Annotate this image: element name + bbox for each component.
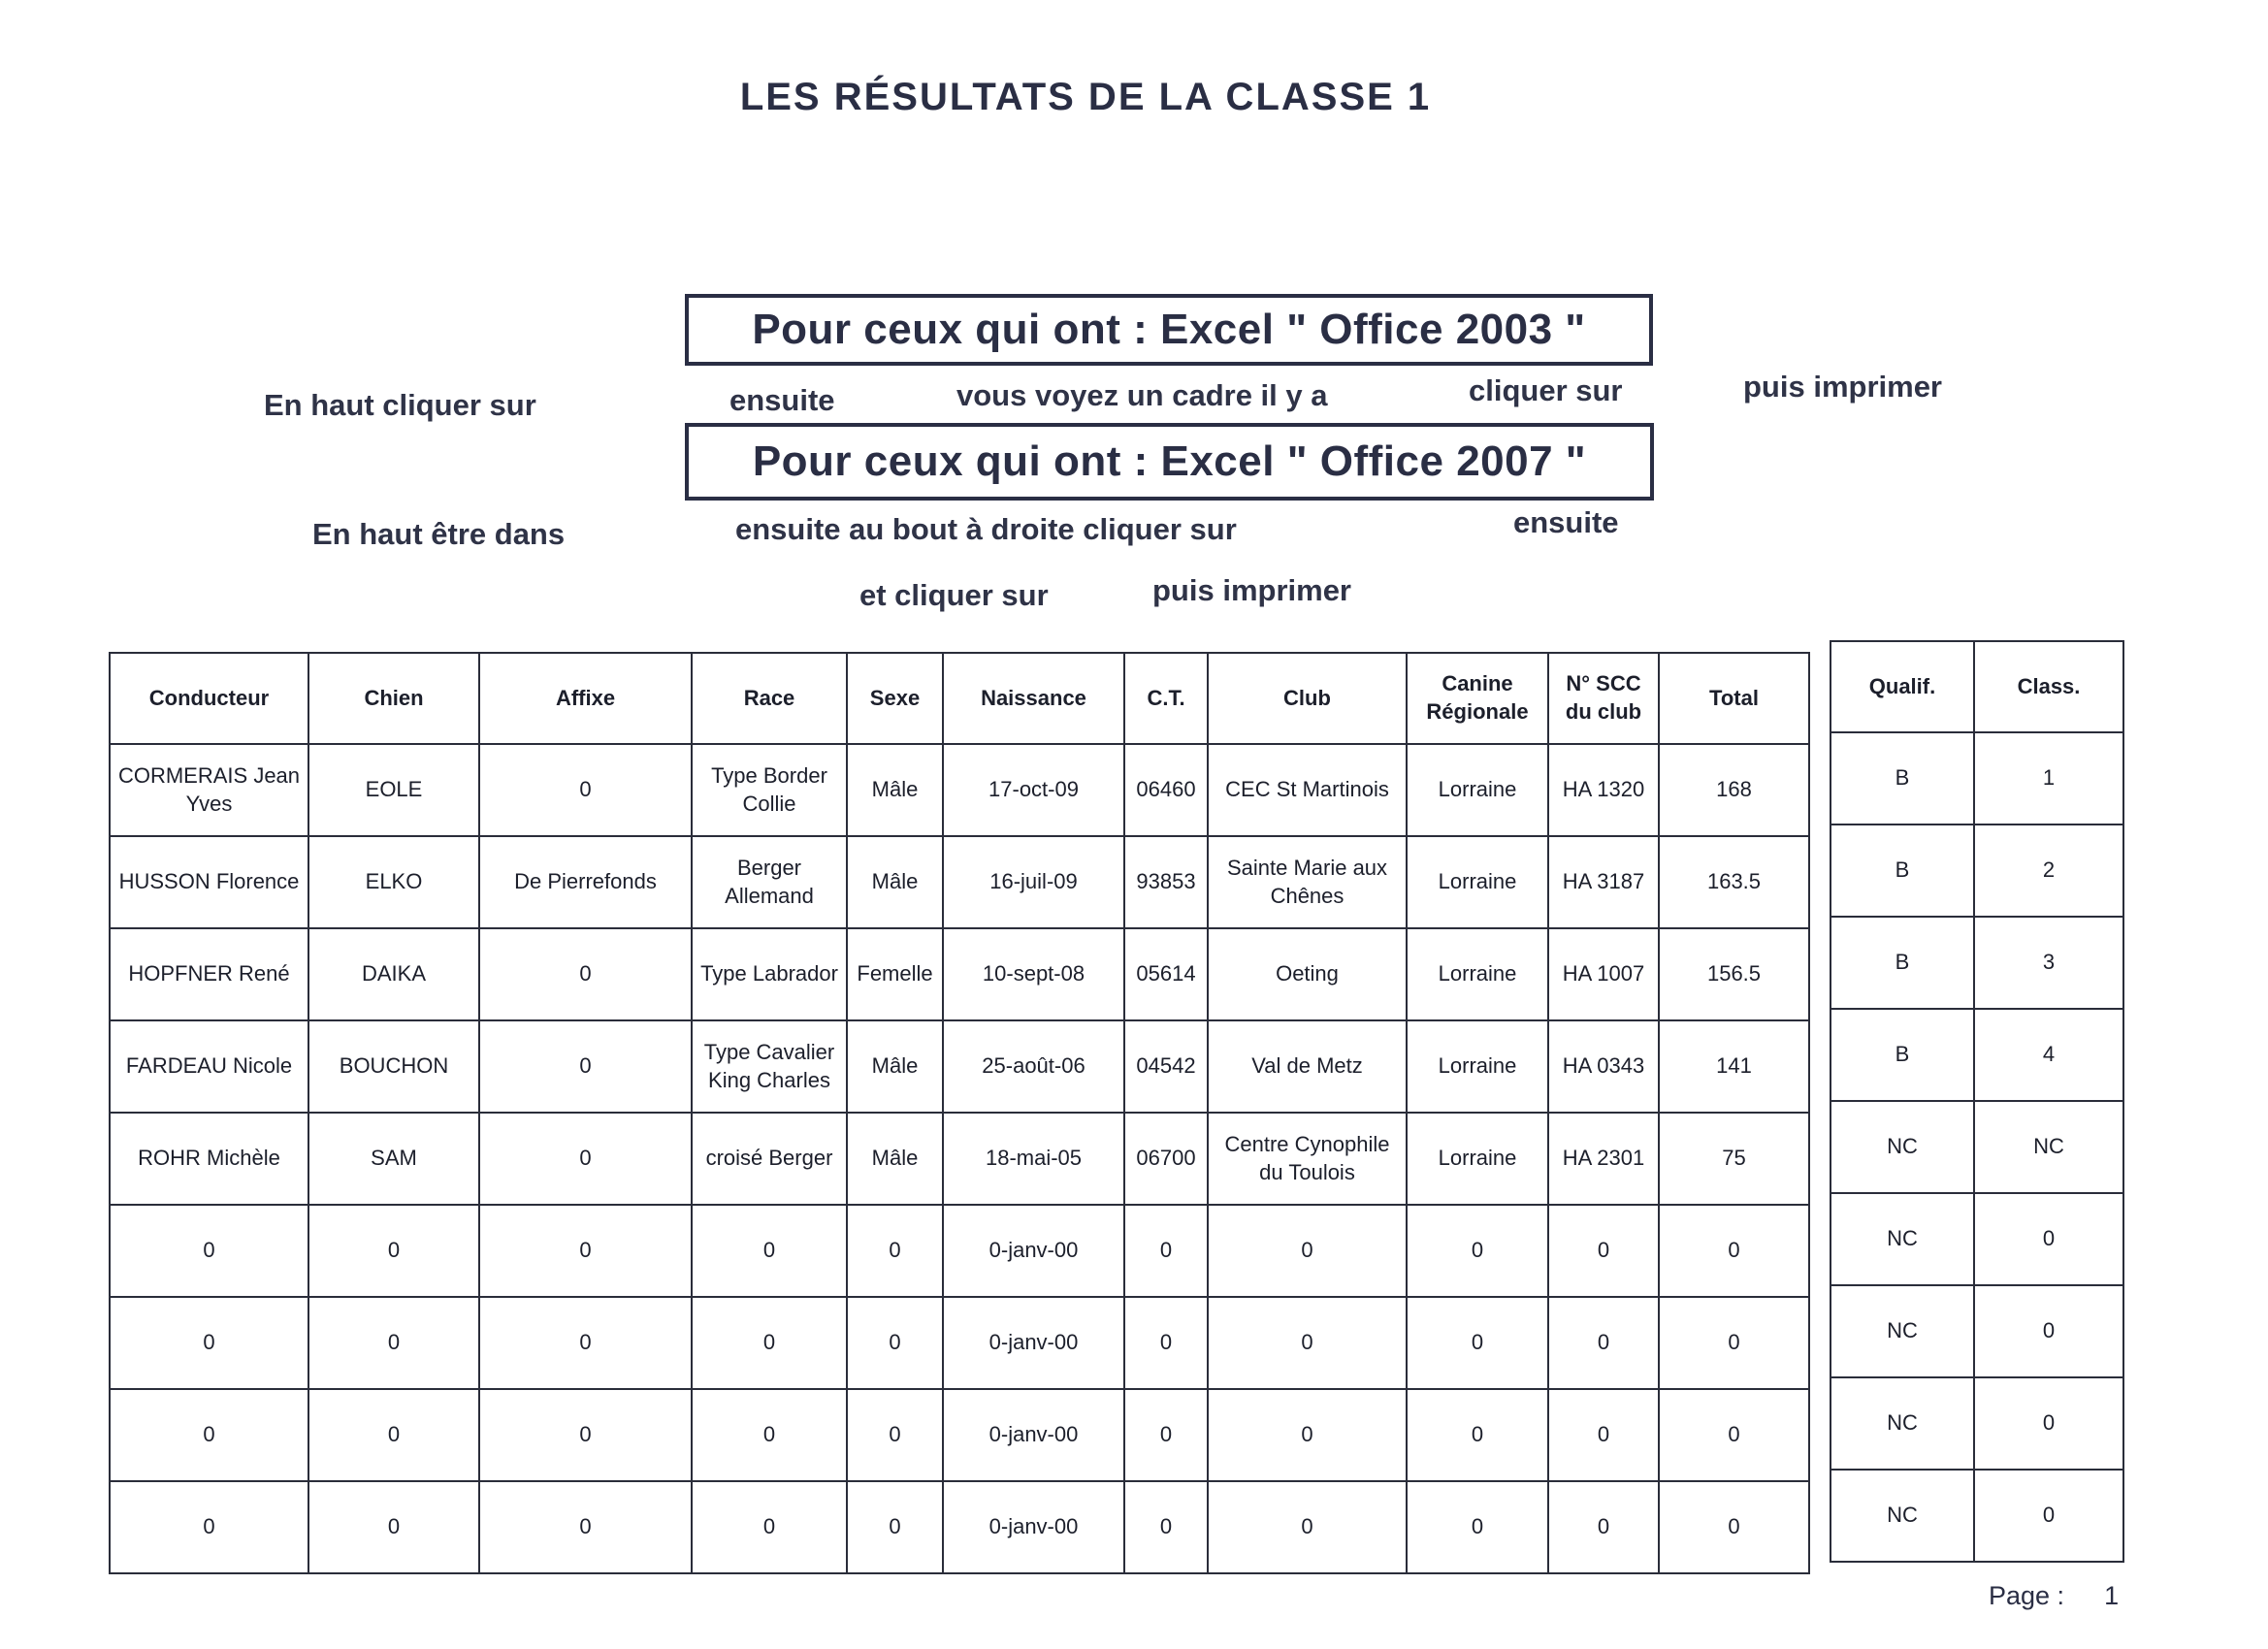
col-header-naissance: Naissance [943,653,1124,744]
cell-ct: 04542 [1124,1020,1208,1113]
cell-canine-regionale: Lorraine [1407,836,1548,928]
col-header-total: Total [1659,653,1809,744]
table-row [1831,732,2123,824]
col-header-race: Race [692,653,847,744]
cell-naissance: 16-juil-09 [943,836,1124,928]
results-header-row [110,653,1809,744]
cell-club: CEC St Martinois [1208,744,1407,836]
cell-ct: 0 [1124,1205,1208,1297]
table-row [110,744,1809,836]
col-header-qualif: Qualif. [1831,641,1974,732]
cell-class: 0 [1974,1193,2123,1285]
cell-chien: ELKO [308,836,479,928]
cell-ct: 0 [1124,1297,1208,1389]
cell-ct: 06460 [1124,744,1208,836]
cell-sexe: Mâle [847,744,943,836]
cell-scc-club: HA 1007 [1548,928,1659,1020]
instr-2003-step5: puis imprimer [1743,370,1942,404]
cell-total: 163.5 [1659,836,1809,928]
table-row [110,1020,1809,1113]
cell-scc-club: HA 2301 [1548,1113,1659,1205]
table-row [110,1205,1809,1297]
cell-club: Centre Cynophile du Toulois [1208,1113,1407,1205]
cell-ct: 0 [1124,1481,1208,1573]
cell-canine-regionale: Lorraine [1407,744,1548,836]
cell-qualif: NC [1831,1101,1974,1193]
col-header-club: Club [1208,653,1407,744]
cell-naissance: 17-oct-09 [943,744,1124,836]
cell-scc-club: HA 3187 [1548,836,1659,928]
cell-class: 1 [1974,732,2123,824]
cell-class: 0 [1974,1470,2123,1562]
cell-chien: 0 [308,1297,479,1389]
col-header-sexe: Sexe [847,653,943,744]
results-table [109,652,1810,1574]
cell-scc-club: HA 1320 [1548,744,1659,836]
cell-sexe: 0 [847,1389,943,1481]
cell-sexe: 0 [847,1481,943,1573]
cell-race: Type Labrador [692,928,847,1020]
cell-conducteur: 0 [110,1297,308,1389]
cell-naissance: 0-janv-00 [943,1481,1124,1573]
cell-scc-club: HA 0343 [1548,1020,1659,1113]
page-title: LES RÉSULTATS DE LA CLASSE 1 [739,76,1432,118]
table-row [1831,1470,2123,1562]
cell-chien: 0 [308,1205,479,1297]
banner-office-2007 [685,423,1654,501]
cell-total: 168 [1659,744,1809,836]
banner-office-2007-text: Pour ceux qui ont : Excel " Office 2007 " [752,437,1587,485]
cell-total: 0 [1659,1481,1809,1573]
cell-conducteur: FARDEAU Nicole [110,1020,308,1113]
cell-qualif: B [1831,917,1974,1009]
cell-class: 2 [1974,824,2123,917]
cell-conducteur: CORMERAIS Jean Yves [110,744,308,836]
cell-scc-club: 0 [1548,1481,1659,1573]
cell-canine-regionale: 0 [1407,1205,1548,1297]
cell-class: NC [1974,1101,2123,1193]
cell-qualif: NC [1831,1470,1974,1562]
cell-class: 0 [1974,1285,2123,1377]
cell-sexe: Femelle [847,928,943,1020]
table-row [1831,1009,2123,1101]
cell-club: 0 [1208,1481,1407,1573]
cell-club: Oeting [1208,928,1407,1020]
ranking-header-row [1831,641,2123,732]
cell-naissance: 0-janv-00 [943,1297,1124,1389]
table-row [110,836,1809,928]
page-footer [1989,1581,2119,1611]
banner-office-2003 [685,294,1653,366]
cell-class: 0 [1974,1377,2123,1470]
cell-canine-regionale: Lorraine [1407,928,1548,1020]
cell-race: 0 [692,1205,847,1297]
cell-conducteur: ROHR Michèle [110,1113,308,1205]
instr-2007-step5: puis imprimer [1152,573,1351,607]
banner-office-2003-text: Pour ceux qui ont : Excel " Office 2003 " [752,306,1586,353]
col-header-ct: C.T. [1124,653,1208,744]
cell-canine-regionale: 0 [1407,1481,1548,1573]
cell-canine-regionale: 0 [1407,1297,1548,1389]
table-row [110,928,1809,1020]
cell-naissance: 0-janv-00 [943,1205,1124,1297]
table-row [1831,1377,2123,1470]
cell-class: 3 [1974,917,2123,1009]
table-row [1831,917,2123,1009]
cell-club: Sainte Marie aux Chênes [1208,836,1407,928]
instr-2003-step3: vous voyez un cadre il y a [956,378,1328,412]
table-row [110,1481,1809,1573]
cell-affixe: 0 [479,928,692,1020]
cell-conducteur: HOPFNER René [110,928,308,1020]
cell-ct: 05614 [1124,928,1208,1020]
cell-total: 0 [1659,1205,1809,1297]
col-header-conducteur: Conducteur [110,653,308,744]
cell-naissance: 10-sept-08 [943,928,1124,1020]
cell-chien: 0 [308,1481,479,1573]
col-header-affixe: Affixe [479,653,692,744]
cell-club: 0 [1208,1205,1407,1297]
cell-race: Type Cavalier King Charles [692,1020,847,1113]
instr-2003-step1: En haut cliquer sur [264,388,536,422]
cell-scc-club: 0 [1548,1297,1659,1389]
page-number: 1 [2104,1581,2120,1610]
cell-race: Berger Allemand [692,836,847,928]
cell-sexe: 0 [847,1205,943,1297]
cell-sexe: 0 [847,1297,943,1389]
page-label: Page : [1989,1581,2065,1610]
table-row [110,1297,1809,1389]
cell-race: 0 [692,1389,847,1481]
cell-ct: 93853 [1124,836,1208,928]
cell-club: 0 [1208,1389,1407,1481]
instr-2007-step3: ensuite [1513,505,1619,539]
instr-2003-step4: cliquer sur [1469,373,1623,407]
cell-chien: 0 [308,1389,479,1481]
cell-class: 4 [1974,1009,2123,1101]
cell-conducteur: 0 [110,1481,308,1573]
col-header-class: Class. [1974,641,2123,732]
cell-canine-regionale: 0 [1407,1389,1548,1481]
cell-ct: 0 [1124,1389,1208,1481]
table-row [110,1113,1809,1205]
cell-naissance: 18-mai-05 [943,1113,1124,1205]
col-header-chien: Chien [308,653,479,744]
cell-sexe: Mâle [847,1113,943,1205]
cell-canine-regionale: Lorraine [1407,1020,1548,1113]
instr-2007-step1: En haut être dans [312,517,566,551]
cell-total: 0 [1659,1297,1809,1389]
cell-qualif: NC [1831,1285,1974,1377]
cell-qualif: B [1831,824,1974,917]
cell-canine-regionale: Lorraine [1407,1113,1548,1205]
cell-naissance: 25-août-06 [943,1020,1124,1113]
cell-naissance: 0-janv-00 [943,1389,1124,1481]
cell-affixe: 0 [479,1297,692,1389]
cell-qualif: NC [1831,1377,1974,1470]
instr-2007-step2: ensuite au bout à droite cliquer sur [735,512,1237,546]
cell-club: 0 [1208,1297,1407,1389]
cell-scc-club: 0 [1548,1205,1659,1297]
cell-total: 141 [1659,1020,1809,1113]
cell-scc-club: 0 [1548,1389,1659,1481]
cell-qualif: B [1831,1009,1974,1101]
cell-ct: 06700 [1124,1113,1208,1205]
cell-chien: BOUCHON [308,1020,479,1113]
cell-race: croisé Berger [692,1113,847,1205]
cell-qualif: B [1831,732,1974,824]
cell-total: 156.5 [1659,928,1809,1020]
cell-conducteur: HUSSON Florence [110,836,308,928]
cell-affixe: 0 [479,1020,692,1113]
cell-qualif: NC [1831,1193,1974,1285]
cell-sexe: Mâle [847,1020,943,1113]
cell-race: 0 [692,1297,847,1389]
cell-affixe: 0 [479,1389,692,1481]
table-row [1831,1101,2123,1193]
cell-conducteur: 0 [110,1205,308,1297]
cell-race: 0 [692,1481,847,1573]
cell-chien: DAIKA [308,928,479,1020]
cell-total: 0 [1659,1389,1809,1481]
table-row [110,1389,1809,1481]
cell-total: 75 [1659,1113,1809,1205]
cell-chien: EOLE [308,744,479,836]
table-row [1831,824,2123,917]
table-row [1831,1285,2123,1377]
instr-2007-step4: et cliquer sur [859,578,1049,612]
cell-chien: SAM [308,1113,479,1205]
ranking-table [1830,640,2124,1563]
table-row [1831,1193,2123,1285]
col-header-scc-club: N° SCC du club [1548,653,1659,744]
cell-club: Val de Metz [1208,1020,1407,1113]
cell-affixe: 0 [479,744,692,836]
cell-race: Type Border Collie [692,744,847,836]
cell-conducteur: 0 [110,1389,308,1481]
cell-sexe: Mâle [847,836,943,928]
cell-affixe: 0 [479,1481,692,1573]
instr-2003-step2: ensuite [729,383,835,417]
cell-affixe: 0 [479,1205,692,1297]
cell-affixe: 0 [479,1113,692,1205]
cell-affixe: De Pierrefonds [479,836,692,928]
col-header-canine-regionale: Canine Régionale [1407,653,1548,744]
